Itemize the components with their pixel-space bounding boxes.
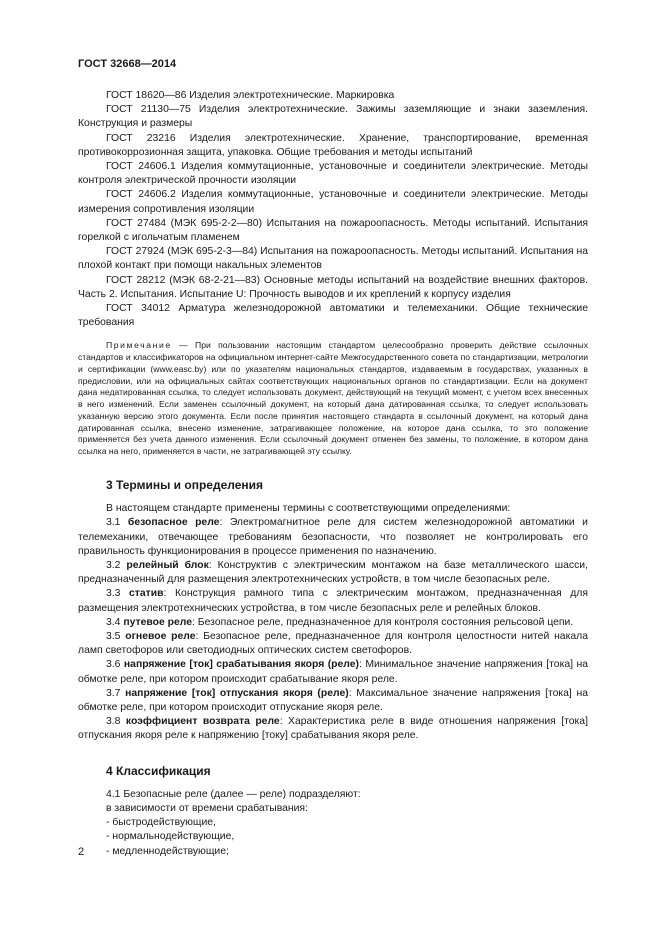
reference-item: ГОСТ 28212 (МЭК 68-2-21—83) Основные методы испытаний на воздействие внешних факторов. Часть 2. Испытания. Испытание U: Прочность выводов и их креплений к корпусу изделия (78, 274, 588, 300)
reference-item: ГОСТ 34012 Арматура железнодорожной автоматики и телемеханики. Общие технические требования (78, 303, 588, 329)
section-4-paragraph: 4.1 Безопасные реле (далее — реле) подразделяют: (106, 788, 361, 800)
reference-item: ГОСТ 18620—86 Изделия электротехнические. Маркировка (106, 90, 395, 101)
term-definition (78, 516, 588, 559)
term-title: напряжение [ток] отпускания якоря (реле) (125, 687, 349, 699)
term-definition (78, 630, 588, 658)
term-definition (78, 587, 588, 615)
note-text: При пользовании настоящим стандартом целесообразно проверить действие ссылочных стандартов и классификаторов на официальном интернет-сайте Межгосударственного совета по стандартизации, метрологии и сертификации (www.easc.by) или по указателям национальных стандартов, издаваемым в государствах, указанных в предисловии, или на официальных сайтах соответствующих национальных органов по стандартизации. Если на документ дана недатированная ссылка, то следует использовать документ, действующий на текущий момент, с учетом всех внесенных в него изменений. Если заменен ссылочный документ, на который дана датированная ссылка, то следует использовать указанную версию этого документа. Если после принятия настоящего стандарта в ссылочный документ, на который дана датированная ссылка, внесено изменение, затрагивающее положение, на которое дана ссылка, то это положение применяется без учета данного изменения. Если ссылочный документ отменен без замены, то положение, в котором дана ссылка на него, применяется в части, не затрагивающей эту ссылку. (78, 340, 588, 457)
term-number: 3.3 (106, 588, 130, 600)
term-definition (78, 715, 588, 743)
term-number: 3.8 (106, 716, 126, 728)
list-item: - медленнодействующие; (106, 845, 229, 857)
normative-references (78, 89, 588, 330)
term-number: 3.6 (106, 659, 124, 671)
section-4-paragraph: в зависимости от времени срабатывания: (106, 803, 308, 815)
section-4-heading: 4 Классификация (106, 763, 211, 778)
reference-item: ГОСТ 27924 (МЭК 695-2-3—84) Испытания на пожароопасность. Методы испытаний. Испытания на плохой контакт при помощи накальных элементов (78, 246, 588, 272)
reference-item: ГОСТ 21130—75 Изделия электротехнические. Зажимы заземляющие и знаки заземления. Конструкция и размеры (78, 104, 588, 130)
term-number: 3.5 (106, 630, 126, 642)
list-item: - быстродействующие, (106, 817, 216, 829)
page-number: 2 (78, 846, 85, 858)
term-title: коэффициент возврата реле (125, 716, 280, 728)
note-label: Примечание (106, 340, 172, 351)
reference-item: ГОСТ 24606.2 Изделия коммутационные, установочные и соединители электрические. Методы измерения сопротивления изоляции (78, 189, 588, 215)
term-text: : Конструкция рамного типа с электрическим монтажом, предназначенная для размещения электротехнических устройства, в том числе безопасных реле и релейных блоков. (78, 588, 588, 614)
section-3-intro: В настоящем стандарте применены термины с соответствующими определениями: (106, 503, 511, 515)
term-title: статив (129, 588, 164, 600)
reference-item: ГОСТ 24606.1 Изделия коммутационные, установочные и соединители электрические. Методы контроля электрической прочности изоляции (78, 161, 588, 187)
term-definition (78, 616, 588, 630)
term-title: релейный блок (126, 559, 209, 571)
section-3-heading: 3 Термины и определения (106, 477, 264, 492)
term-number: 3.7 (106, 687, 126, 699)
note-block (78, 340, 588, 458)
term-title: путевое реле (123, 616, 193, 628)
term-text: : Конструктив с электрическим монтажом на базе металлического шасси, предназначенный для размещения электротехнических устройств, в том числе безопасных реле. (78, 559, 588, 586)
term-number: 3.1 (106, 517, 128, 529)
page-content (78, 89, 588, 859)
term-title: огневое реле (125, 630, 196, 642)
term-text: : Электромагнитное реле для систем железнодорожной автоматики и телемеханики, отвечающее требованиям безопасности, что позволяет не контролировать его правильность функционирования в процессе применения по назначению. (78, 517, 588, 557)
list-item: - нормальнодействующие, (106, 831, 235, 843)
page-header: ГОСТ 32668—2014 (78, 58, 177, 70)
note-dash: — (171, 340, 196, 351)
term-number: 3.4 (106, 616, 124, 628)
term-number: 3.2 (106, 559, 127, 571)
term-title: безопасное реле (127, 517, 220, 529)
classification-list (78, 816, 588, 859)
term-definition (78, 658, 588, 686)
term-text: : Характеристика реле в виде отношения напряжения [тока] отпускания якоря реле к напряжению [току] срабатывания якоря реле. (78, 716, 588, 742)
reference-item: ГОСТ 23216 Изделия электротехнические. Хранение, транспортирование, временная противокоррозионная защита, упаковка. Общие требования и методы испытаний (78, 132, 588, 158)
term-text: : Безопасное реле, предназначенное для контроля целостности нитей накала ламп светофоров или светодиодных оптических систем светофоров. (78, 630, 588, 657)
term-definition (78, 687, 588, 715)
term-text: : Безопасное реле, предназначенное для контроля состояния рельсовой цепи. (192, 616, 574, 628)
term-title: напряжение [ток] срабатывания якоря (реле) (123, 659, 359, 671)
term-definition (78, 559, 588, 587)
term-text: : Максимальное значение напряжения [тока] на обмотке реле, при котором происходит отпускание якоря реле. (78, 687, 588, 713)
reference-item: ГОСТ 27484 (МЭК 695-2-2—80) Испытания на пожароопасность. Методы испытаний. Испытания горелкой с игольчатым пламенем (78, 217, 588, 244)
term-text: : Минимальное значение напряжения [тока] на обмотке реле, при котором происходит срабатывание якоря реле. (78, 659, 588, 685)
